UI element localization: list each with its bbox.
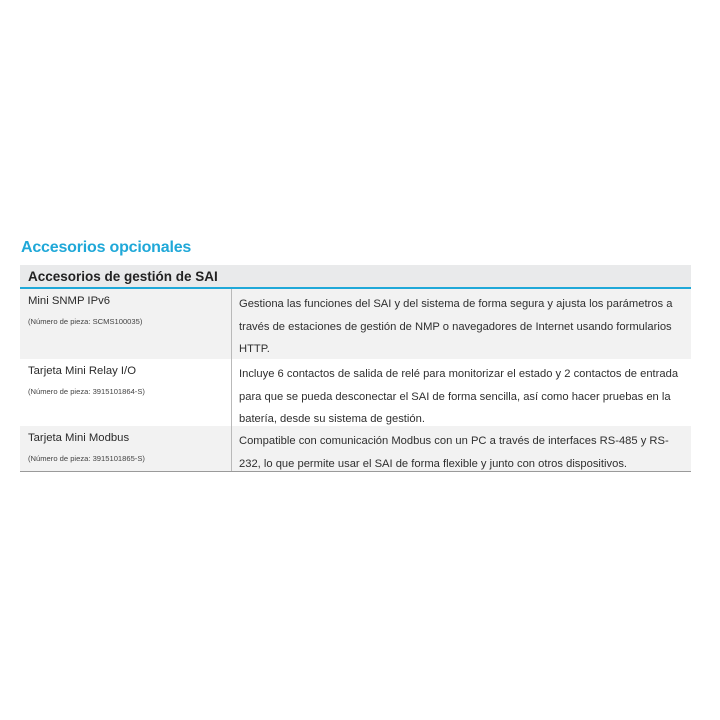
part-number: (Número de pieza: 3915101864-S) (28, 387, 145, 396)
product-name: Tarjeta Mini Relay I/O (28, 365, 136, 377)
product-name: Mini SNMP IPv6 (28, 295, 111, 307)
product-description: Incluye 6 contactos de salida de relé para monitorizar el estado y 2 contactos de entrada para que se pueda desconectar el SAI de forma sencilla, así como hacer pruebas en la batería, desde su sistema de gestión. (239, 368, 679, 425)
table-header: Accesorios de gestión de SAI (20, 265, 691, 289)
product-cell (20, 289, 232, 359)
product-cell (20, 359, 232, 426)
table-row (20, 359, 691, 426)
table-row (20, 289, 691, 359)
section-title: Accesorios opcionales (21, 239, 192, 256)
product-name: Tarjeta Mini Modbus (28, 432, 130, 444)
product-cell (20, 426, 232, 471)
table-row (20, 426, 691, 472)
part-number: (Número de pieza: SCMS100035) (28, 317, 143, 326)
product-description: Gestiona las funciones del SAI y del sistema de forma segura y ajusta los parámetros a través de estaciones de gestión de NMP o navegadores de Internet usando formularios HTTP. (239, 298, 673, 355)
accessories-table (20, 265, 691, 472)
part-number: (Número de pieza: 3915101865-S) (28, 454, 145, 463)
product-description: Compatible con comunicación Modbus con un PC a través de interfaces RS-485 y RS-232, lo que permite usar el SAI de forma flexible y junto con otros dispositivos. (239, 435, 669, 470)
